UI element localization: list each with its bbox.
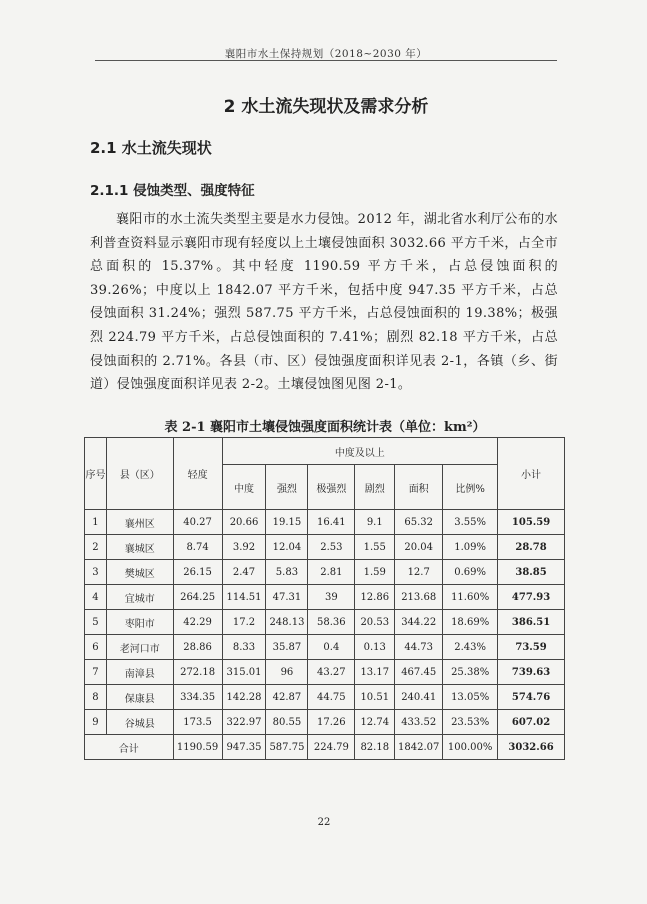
table-cell: 樊城区 <box>106 560 173 585</box>
table-cell: 315.01 <box>222 660 266 685</box>
table-cell: 28.78 <box>498 535 565 560</box>
table-cell: 65.32 <box>395 510 443 535</box>
table-cell: 16.41 <box>308 510 355 535</box>
table-cell: 40.27 <box>173 510 222 535</box>
header-rule <box>95 60 557 61</box>
table-cell: 襄州区 <box>106 510 173 535</box>
table-row <box>85 585 565 610</box>
table-cell: 386.51 <box>498 610 565 635</box>
table-cell: 1.55 <box>355 535 395 560</box>
header-area: 面积 <box>395 465 443 510</box>
table-cell: 3.55% <box>443 510 498 535</box>
table-cell: 12.86 <box>355 585 395 610</box>
table-cell: 0.13 <box>355 635 395 660</box>
table-cell: 9.1 <box>355 510 395 535</box>
table-cell: 1 <box>85 510 107 535</box>
table-cell: 2.53 <box>308 535 355 560</box>
header-severe: 剧烈 <box>355 465 395 510</box>
table-cell: 58.36 <box>308 610 355 635</box>
table-cell: 10.51 <box>355 685 395 710</box>
table-row <box>85 635 565 660</box>
table-cell: 12.7 <box>395 560 443 585</box>
table-cell: 谷城县 <box>106 710 173 735</box>
table-cell: 2.81 <box>308 560 355 585</box>
table-cell: 8.74 <box>173 535 222 560</box>
table-cell: 12.04 <box>266 535 308 560</box>
table-total-row <box>85 735 565 760</box>
table-row <box>85 535 565 560</box>
table-cell: 272.18 <box>173 660 222 685</box>
header-moderate-above: 中度及以上 <box>222 438 498 465</box>
table-cell: 0.4 <box>308 635 355 660</box>
table-row <box>85 710 565 735</box>
table-cell: 3.92 <box>222 535 266 560</box>
table-cell: 保康县 <box>106 685 173 710</box>
table-cell: 6 <box>85 635 107 660</box>
header-county: 县（区） <box>106 438 173 510</box>
table-cell: 173.5 <box>173 710 222 735</box>
table-header-row <box>85 438 565 465</box>
table-cell: 42.87 <box>266 685 308 710</box>
table-cell: 43.27 <box>308 660 355 685</box>
subsection-title: 2.1.1 侵蚀类型、强度特征 <box>90 183 255 199</box>
table-cell: 20.66 <box>222 510 266 535</box>
table-cell: 213.68 <box>395 585 443 610</box>
table-cell: 39 <box>308 585 355 610</box>
table-cell: 23.53% <box>443 710 498 735</box>
total-cell: 合计 <box>85 735 174 760</box>
table-cell: 467.45 <box>395 660 443 685</box>
table-cell: 44.75 <box>308 685 355 710</box>
table-cell: 344.22 <box>395 610 443 635</box>
table-cell: 枣阳市 <box>106 610 173 635</box>
total-cell: 224.79 <box>308 735 355 760</box>
table-cell: 17.2 <box>222 610 266 635</box>
table-cell: 18.69% <box>443 610 498 635</box>
table-cell: 20.04 <box>395 535 443 560</box>
header-very-strong: 极强烈 <box>308 465 355 510</box>
running-header: 襄阳市水土保持规划（2018~2030 年） <box>224 48 428 60</box>
table-cell: 19.15 <box>266 510 308 535</box>
header-strong: 强烈 <box>266 465 308 510</box>
table-cell: 2.43% <box>443 635 498 660</box>
table-cell: 96 <box>266 660 308 685</box>
table-cell: 114.51 <box>222 585 266 610</box>
table-cell: 2.47 <box>222 560 266 585</box>
table-cell: 25.38% <box>443 660 498 685</box>
header-subtotal: 小计 <box>498 438 565 510</box>
table-row <box>85 560 565 585</box>
table-cell: 477.93 <box>498 585 565 610</box>
header-light: 轻度 <box>173 438 222 510</box>
table-cell: 南漳县 <box>106 660 173 685</box>
table-cell: 5.83 <box>266 560 308 585</box>
table-cell: 2 <box>85 535 107 560</box>
total-cell: 82.18 <box>355 735 395 760</box>
table-cell: 5 <box>85 610 107 635</box>
table-cell: 17.26 <box>308 710 355 735</box>
table-cell: 1.59 <box>355 560 395 585</box>
table-cell: 28.86 <box>173 635 222 660</box>
table-cell: 322.97 <box>222 710 266 735</box>
table-cell: 248.13 <box>266 610 308 635</box>
erosion-table <box>84 437 565 760</box>
total-cell: 947.35 <box>222 735 266 760</box>
header-ratio: 比例% <box>443 465 498 510</box>
table-cell: 7 <box>85 660 107 685</box>
total-cell: 587.75 <box>266 735 308 760</box>
table-cell: 12.74 <box>355 710 395 735</box>
table-cell: 38.85 <box>498 560 565 585</box>
total-cell: 3032.66 <box>498 735 565 760</box>
table-cell: 264.25 <box>173 585 222 610</box>
table-cell: 老河口市 <box>106 635 173 660</box>
table-cell: 142.28 <box>222 685 266 710</box>
table-row <box>85 510 565 535</box>
table-cell: 0.69% <box>443 560 498 585</box>
chapter-title: 2 水土流失现状及需求分析 <box>223 97 429 117</box>
body-paragraph: 襄阳市的水土流失类型主要是水力侵蚀。2012 年，湖北省水利厅公布的水利普查资料显示襄阳市现有轻度以上土壤侵蚀面积 3032.66 平方千米，占全市总面积的 15.37%。其中轻度 1190.59 平方千米，占总侵蚀面积的 39.26%；中度以上 1842.07 平方千米，包括中度 947.35 平方千米，占总侵蚀面积 31.24%；强烈 587.75 平方千米，占总侵蚀面积的 19.38%；极强烈 224.79 平方千米，占总侵蚀面积的 7.41%；剧烈 82.18 平方千米，占总侵蚀面积的 2.71%。各县（市、区）侵蚀强度面积详见表 2-1，各镇（乡、街道）侵蚀强度面积详见表 2-2。土壤侵蚀图见图 2-1。 <box>90 212 558 393</box>
table-cell: 47.31 <box>266 585 308 610</box>
page-number: 22 <box>317 817 331 828</box>
table-cell: 1.09% <box>443 535 498 560</box>
table-cell: 35.87 <box>266 635 308 660</box>
table-cell: 607.02 <box>498 710 565 735</box>
table-row <box>85 610 565 635</box>
table-cell: 13.17 <box>355 660 395 685</box>
table-row <box>85 685 565 710</box>
table-cell: 8 <box>85 685 107 710</box>
table-cell: 8.33 <box>222 635 266 660</box>
table-cell: 26.15 <box>173 560 222 585</box>
table-cell: 9 <box>85 710 107 735</box>
table-cell: 80.55 <box>266 710 308 735</box>
table-caption: 表 2-1 襄阳市土壤侵蚀强度面积统计表（单位：km²） <box>164 420 486 435</box>
table-cell: 240.41 <box>395 685 443 710</box>
header-moderate: 中度 <box>222 465 266 510</box>
table-cell: 739.63 <box>498 660 565 685</box>
table-cell: 宜城市 <box>106 585 173 610</box>
table-cell: 433.52 <box>395 710 443 735</box>
table-cell: 105.59 <box>498 510 565 535</box>
table-row <box>85 660 565 685</box>
table-cell: 44.73 <box>395 635 443 660</box>
table-cell: 襄城区 <box>106 535 173 560</box>
table-cell: 20.53 <box>355 610 395 635</box>
table-cell: 11.60% <box>443 585 498 610</box>
header-seq: 序号 <box>85 438 107 510</box>
table-cell: 42.29 <box>173 610 222 635</box>
total-cell: 100.00% <box>443 735 498 760</box>
table-cell: 13.05% <box>443 685 498 710</box>
table-cell: 574.76 <box>498 685 565 710</box>
table-cell: 4 <box>85 585 107 610</box>
section-title: 2.1 水土流失现状 <box>90 139 212 157</box>
table-cell: 334.35 <box>173 685 222 710</box>
table-cell: 3 <box>85 560 107 585</box>
total-cell: 1190.59 <box>173 735 222 760</box>
total-cell: 1842.07 <box>395 735 443 760</box>
table-cell: 73.59 <box>498 635 565 660</box>
